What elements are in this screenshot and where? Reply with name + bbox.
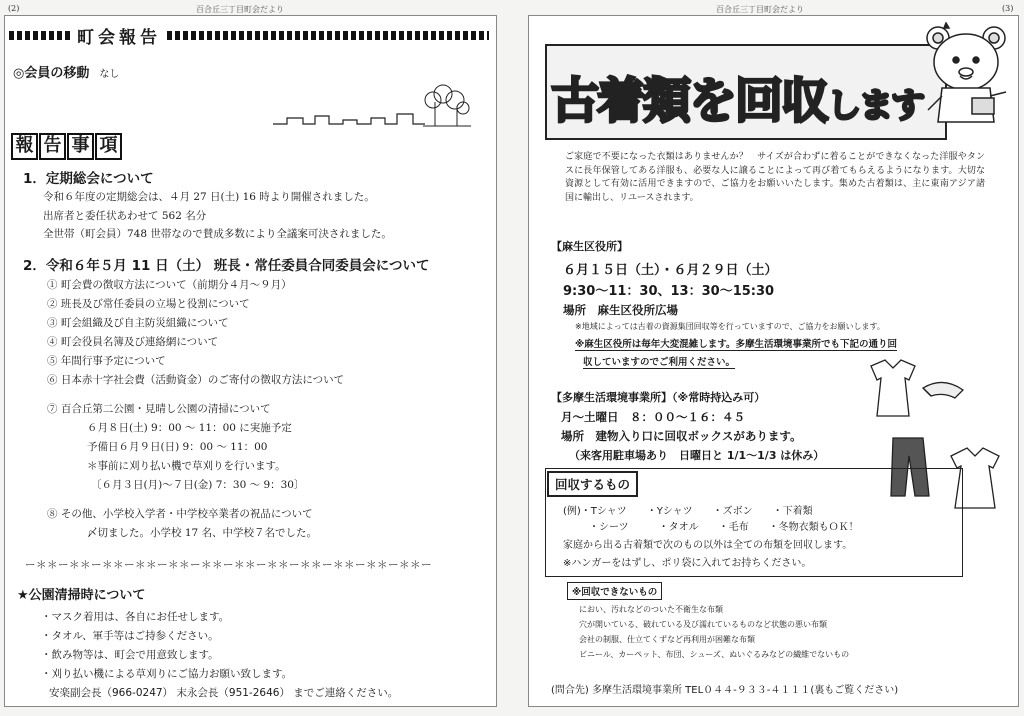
townscape-illustration	[273, 80, 473, 130]
tama-heading: 【多摩生活環境事業所】（※常時持込み可）	[551, 391, 766, 404]
tama-note: （来客用駐車場あり 日曜日と 1/1～1/3 は休み）	[569, 449, 825, 462]
collect-examples-1: (例)・Tシャツ ・Yシャツ ・ズボン ・下着類	[563, 506, 813, 517]
park-line: ・刈り払い機による草刈りにご協力お願い致します。	[41, 668, 293, 680]
member-movement	[13, 62, 119, 81]
intro-paragraph: ご家庭で不要になった衣類はありませんか？ サイズが合わずに着ることができなくなった洋服やタンスに長年保管してある洋服も、必要な人に譲ることによって再び着てもらえるようになります。大切な資源として有効に活用できますので、ご協力をお願いいたします。集めた古着類は、主に東南アジア諸国に輸出し、リユースされます。	[565, 152, 985, 203]
running-title-left: 百合丘三丁目町会だより	[196, 5, 284, 14]
agenda-item-7: ⑦ 百合丘第二公園・見晴し公園の清掃について	[47, 403, 271, 415]
agenda-item: ③ 町会組織及び自主防災組織について	[47, 317, 229, 329]
banner-title	[551, 62, 923, 131]
contact-line: (問合先) 多摩生活環境事業所 TEL０４４-９３３-４１１１(裏もご覧ください)	[551, 685, 899, 696]
divider-line: ー＊＊ー＊＊ー＊＊ー＊＊ー＊＊ー＊＊ー＊＊ー＊＊ー＊＊ー＊＊ー＊＊ー＊＊ー	[25, 559, 432, 571]
not-collect-tag: ※回収できないもの	[567, 582, 662, 600]
page-number-right: (3)	[1002, 4, 1014, 13]
page-number-left: (2)	[8, 4, 20, 13]
left-page	[4, 15, 497, 707]
section-header	[9, 24, 489, 46]
banner-title-suffix: します	[827, 86, 924, 126]
body-line: ６月８日(土) 9：00 ～ 11：00 に実施予定	[87, 422, 292, 434]
report-char: 事	[67, 133, 94, 160]
report-char: 報	[11, 133, 38, 160]
not-collect-item: 穴が開いている、破れている及び濡れているものなど状態の悪い布類	[579, 620, 827, 629]
asao-place: 場所 麻生区役所広場	[563, 303, 678, 317]
asao-times: 9:30～11：30、13：30～15:30	[563, 284, 775, 299]
bear-mascot-illustration	[922, 22, 1014, 130]
report-char: 告	[39, 133, 66, 160]
agenda-item: ① 町会費の徴収方法について（前期分４月～９月）	[47, 279, 292, 291]
page-title: 町会報告	[77, 27, 161, 48]
agenda-item: ⑥ 日本赤十字社会費（活動資金）のご寄付の徴収方法について	[47, 374, 345, 386]
body-line: 出席者と委任状あわせて 562 名分	[43, 210, 207, 222]
section-heading-2: 2．令和６年５月 11 日（土） 班長・常任委員合同委員会について	[23, 258, 430, 274]
asao-warning-2: 収していますのでご利用ください。	[583, 354, 735, 369]
asao-note: ※地域によっては古着の資源集団回収等を行っていますので、ご協力をお願いします。	[575, 322, 885, 331]
body-line: 〔６月３日(月)～７日(金) 7：30 ～ 9：30〕	[91, 479, 305, 491]
park-line: ・飲み物等は、町会で用意致します。	[41, 649, 219, 661]
asao-warning-1: ※麻生区役所は毎年大変混雑します。多摩生活環境事業所でも下記の通り回	[575, 336, 897, 351]
park-line: ・タオル、軍手等はご持参ください。	[41, 630, 219, 642]
header-bar-right	[167, 31, 489, 40]
agenda-item: ② 班長及び常任委員の立場と役割について	[47, 298, 250, 310]
banner	[545, 44, 947, 140]
header-bar-left	[9, 31, 71, 40]
body-line: 全世帯（町会員）748 世帯なので賛成多数により全議案可決されました。	[43, 228, 392, 240]
member-value: なし	[99, 69, 120, 80]
park-heading: ★公園清掃時について	[17, 588, 146, 603]
asao-heading: 【麻生区役所】	[551, 240, 628, 253]
body-line: 〆切ました。小学校 17 名、中学校７名でした。	[87, 527, 318, 539]
body-line: 予備日６月９日(日) 9：00 ～ 11：00	[87, 441, 268, 453]
right-page	[528, 15, 1019, 707]
collect-tag: 回収するもの	[547, 471, 638, 497]
report-char: 項	[95, 133, 122, 160]
running-title-right: 百合丘三丁目町会だより	[716, 5, 804, 14]
section-heading-1: 1．定期総会について	[23, 171, 154, 187]
not-collect-item: ビニール、カーペット、布団、シューズ、ぬいぐるみなどの繊維でないもの	[579, 650, 850, 659]
not-collect-item: におい、汚れなどのついた不衛生な布類	[579, 605, 723, 614]
agenda-item: ④ 町会役員名簿及び連絡網について	[47, 336, 219, 348]
collect-examples-2: ・シーツ ・タオル ・毛布 ・冬物衣類もＯＫ！	[589, 522, 859, 533]
collect-hanger-note: ※ハンガーをはずし、ポリ袋に入れてお持ちください。	[563, 558, 812, 569]
banner-title-main: 古着類を回収	[551, 73, 828, 129]
agenda-item-8: ⑧ その他、小学校入学者・中学校卒業者の祝品について	[47, 508, 313, 520]
agenda-item: ⑤ 年間行事予定について	[47, 355, 166, 367]
tama-place: 場所 建物入り口に回収ボックスがあります。	[561, 429, 802, 443]
asao-dates: ６月１５日（土）・６月２９日（土）	[563, 263, 778, 278]
member-label: ◎会員の移動	[13, 66, 90, 81]
collect-rule: 家庭から出る古着類で次のもの以外は全ての布類を回収します。	[563, 540, 853, 551]
tama-hours: 月～土曜日 ８：００～１６：４５	[561, 410, 745, 424]
not-collect-item: 会社の制服、仕立てくずなど再利用が困難な布類	[579, 635, 755, 644]
park-line: 安楽副会長（966-0247） 末永会長（951-2646） までご連絡ください。	[49, 687, 399, 699]
body-line: ＊事前に刈り払い機で草刈りを行います。	[87, 460, 286, 472]
park-line: ・マスク着用は、各自にお任せします。	[41, 611, 230, 623]
report-heading	[11, 133, 123, 160]
body-line: 令和６年度の定期総会は、４月 27 日(土) 16 時より開催されました。	[43, 191, 375, 203]
